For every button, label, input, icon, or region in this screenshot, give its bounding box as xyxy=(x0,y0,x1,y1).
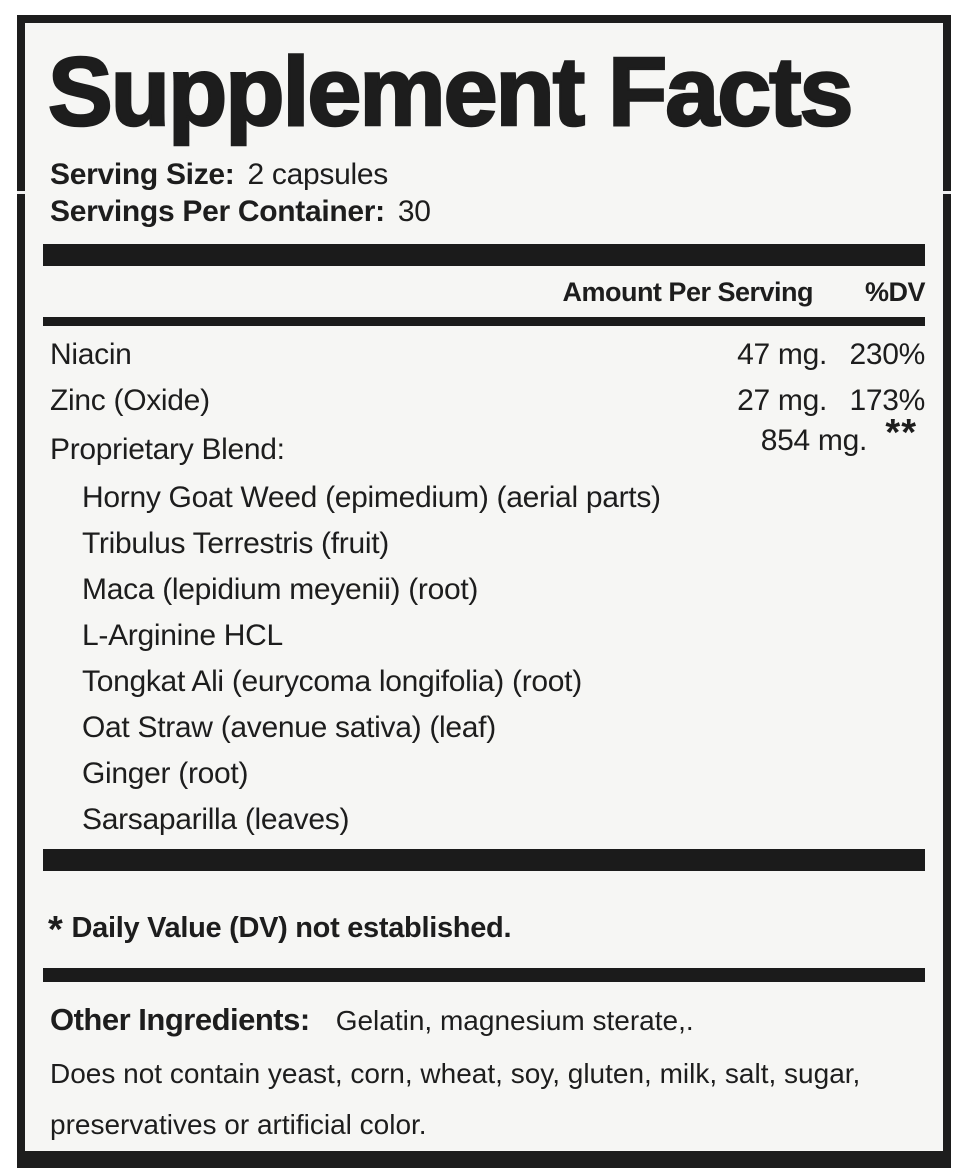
list-item: Horny Goat Weed (epimedium) (aerial parts) xyxy=(82,481,661,514)
serving-size-line xyxy=(50,156,925,193)
nutrient-amount: 854 mg. xyxy=(760,424,867,457)
serving-size-value: 2 capsules xyxy=(247,158,388,191)
list-item: Oat Straw (avenue sativa) (leaf) xyxy=(82,711,496,744)
asterisk-marker: * xyxy=(48,909,63,951)
other-ingredients-label: Other Ingredients: xyxy=(50,1002,310,1037)
servings-per-container-label: Servings Per Container: xyxy=(50,195,385,228)
table-row-proprietary-blend xyxy=(43,412,925,466)
divider-thick-top xyxy=(43,244,925,266)
supplement-facts-panel xyxy=(17,15,951,1168)
list-item: Ginger (root) xyxy=(82,757,249,790)
nutrient-name: Niacin xyxy=(50,338,132,371)
serving-info xyxy=(50,156,925,230)
panel-title: Supplement Facts xyxy=(48,37,852,146)
servings-per-container-line xyxy=(50,193,925,230)
amount-per-serving-header: Amount Per Serving xyxy=(562,277,813,307)
divider-thick-middle xyxy=(43,849,925,871)
daily-value-footnote xyxy=(48,909,925,951)
nutrient-name: Zinc (Oxide) xyxy=(50,384,210,417)
right-border-seam xyxy=(943,191,951,194)
list-item: Tongkat Ali (eurycoma longifolia) (root) xyxy=(82,665,582,698)
divider-thin-header xyxy=(43,317,925,326)
serving-size-label: Serving Size: xyxy=(50,158,235,191)
servings-per-container-value: 30 xyxy=(397,195,431,228)
disclaimer-line-1: Does not contain yeast, corn, wheat, soy, gluten, milk, salt, sugar, xyxy=(50,1058,861,1089)
table-row xyxy=(43,340,925,370)
nutrient-name: Proprietary Blend: xyxy=(50,433,285,466)
divider-medium-bottom xyxy=(43,968,925,982)
blend-ingredient-list xyxy=(43,483,925,835)
daily-value-footnote-text: Daily Value (DV) not established. xyxy=(71,912,512,944)
nutrient-amount: 27 mg. xyxy=(737,384,827,417)
list-item: Sarsaparilla (leaves) xyxy=(82,803,350,836)
panel-content xyxy=(25,37,943,1171)
list-item: Tribulus Terrestris (fruit) xyxy=(82,527,389,560)
allergen-disclaimer xyxy=(50,1060,925,1139)
left-border-seam xyxy=(17,191,25,194)
list-item: L-Arginine HCL xyxy=(82,619,283,652)
list-item: Maca (lepidium meyenii) (root) xyxy=(82,573,479,606)
disclaimer-line-2: preservatives or artificial color. xyxy=(50,1109,427,1140)
percent-dv-header: %DV xyxy=(864,277,925,307)
nutrient-dv: 230% xyxy=(849,338,925,371)
nutrient-amount: 47 mg. xyxy=(737,338,827,371)
other-ingredients-value: Gelatin, magnesium sterate,. xyxy=(335,1005,694,1036)
nutrient-rows xyxy=(43,340,925,465)
nutrient-dv: ** xyxy=(885,412,917,454)
other-ingredients-line xyxy=(50,1003,925,1038)
table-header xyxy=(43,277,925,308)
table-row xyxy=(43,386,925,416)
nutrient-dv: 173% xyxy=(849,384,925,417)
